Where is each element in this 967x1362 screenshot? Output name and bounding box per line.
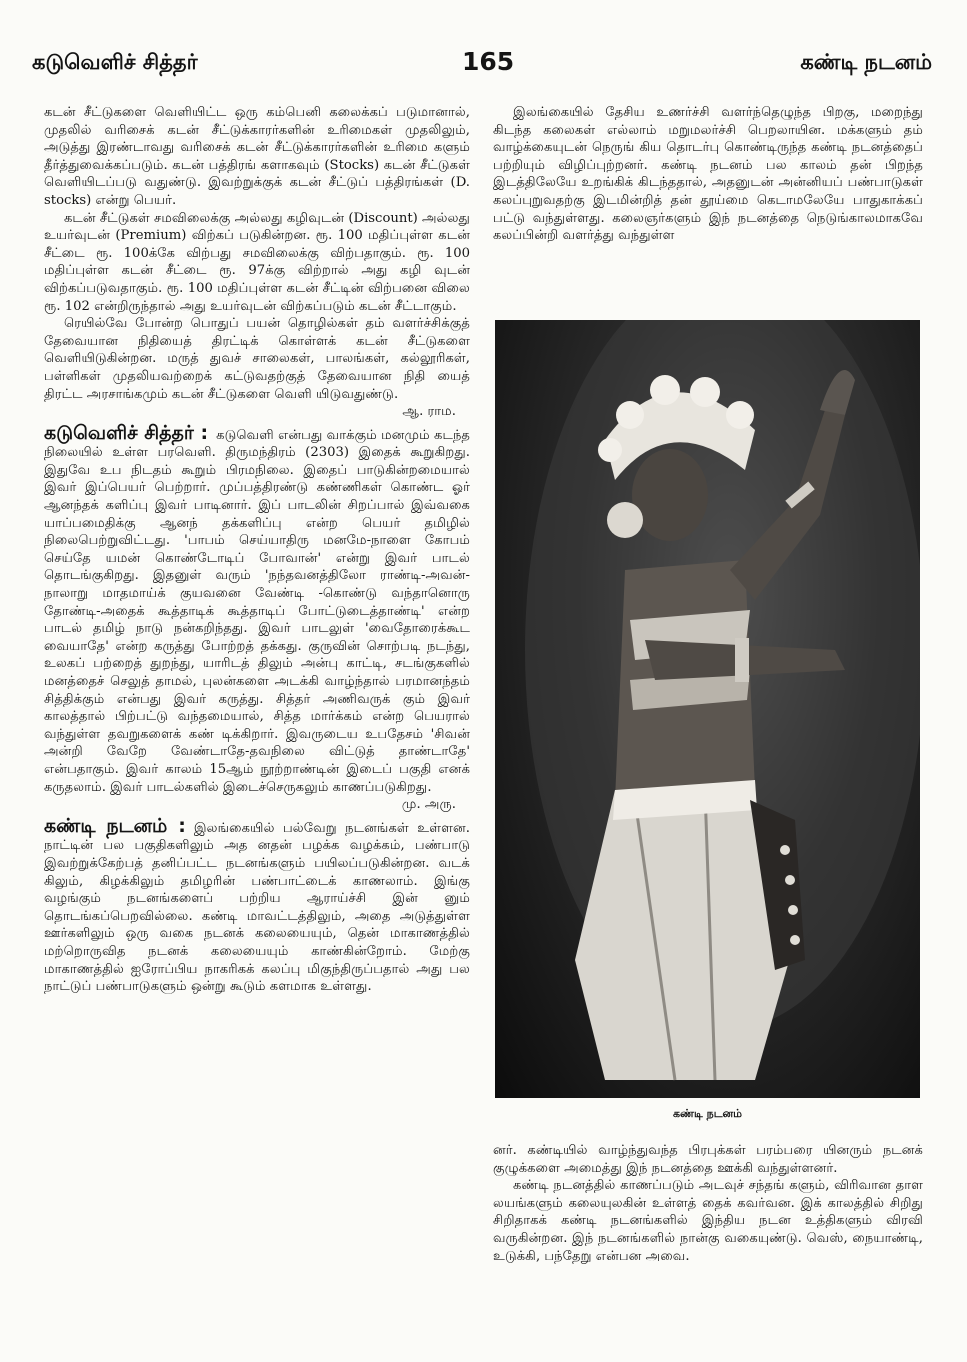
entry-text-kaduveli: கடுவெளி என்பது வாக்கும் மனமும் கடந்த நிலையில் உள்ள பரவெளி. திருமந்திரம் (2303) இதைக் கூறுகிறது. இதுவே உப நிடதம் கூறும் பிரமநிலை. இதைப் பாடுகின்றமையால் இவர் இப்பெயர் பெற்றார். முப்பத்திரண்டு கண்ணிகள் கொண்ட ஓர் ஆனந்தக் களிப்பு இவர் பாடினார். இப் பாடலின் சிறப்பால் இவ்வகை யாப்பமைதிக்கு ஆனந் தக்களிப்பு என்ற பெயர் தமிழில் நிலைபெற்றுவிட்டது. 'பாபம் செய்யாதிரு மனமே-நாளை கோபம் செய்தே யமன் கொண்டோடிப் போவான்' என்று இவர் பாடல் தொடங்குகிறது. இதனுள் வரும் 'நந்தவனத்திலோ ராண்டி-அவன்-நாலாறு மாதமாய்க் குயவனை வேண்டி -கொண்டு வந்தானொரு தோண்டி-அதைக் கூத்தாடிக் கூத்தாடிப் போட்டுடைத்தாண்டி' என்ற பாடல் தமிழ் நாடு நன்கறிந்தது. இவர் பாடலுள் 'வைதோரைக்கூட வையாதே' என்ற கருத்து போற்றத் தக்கது. குருவின் சொற்படி நடந்து, உலகப் பற்றைத் துறந்து, யாரிடத் திலும் அன்பு காட்டி, சடங்குகளில் மனத்தைச் செலுத் தாமல், புலன்களை அடக்கி வாழ்ந்தால் பரமானந்தம் சித்திக்கும் என்பது இவர் கருத்து. சித்தர் அணிவருக் கும் இவர் காலத்தால் பிற்பட்டு வந்தமையால், சித்த மார்க்கம் என்ற பெயரால் வந்துள்ள தவறுகளைக் கண் டிக்கிறார். இவருடைய உபதேசம் 'சிவன் அன்றி வேறே வேண்டாதே-தவநிலை விட்டுத் தாண்டாதே' என்பதாகும். இவர் காலம் 15ஆம் நூற்றாண்டின் இடைப் பகுதி எனக் கருதலாம். இவர் பாடல்களில் இடைச்செருகலும் காணப்படுகிறது. [44, 427, 471, 795]
entry-text-kandy: இலங்கையில் பல்வேறு நடனங்கள் உள்ளன. நாட்டின் பல பகுதிகளிலும் அத னதன் பழக்க வழக்கம், பண்பாடு இவற்றுக்கேற்பத் தனிப்பட்ட நடனங்களும் பயிலப்படுகின்றன. வடக் கிலும், கிழக்கிலும் தமிழரின் பண்பாட்டைக் காணலாம். இங்கு வழங்கும் நடனங்களைப் பற்றிய ஆராய்ச்சி இன் னும் தொடங்கப்பெறவில்லை. கண்டி மாவட்டத்திலும், அதை அடுத்துள்ள ஊர்களிலும் ஒரு வகை நடனக் கலையையும், தென் மாகாணத்தில் மற்றொருவித நடனக் கலையையும் காண்கின்றோம். மேற்கு மாகாணத்தில் ஐரோப்பிய நாகரிகக் கலப்பு மிகுந்திருப்பதால் அது பல நாட்டுப் பண்பாடுகளும் ஒன்று கூடும் களமாக உள்ளது. [44, 820, 470, 995]
paragraph-kandy-continued: இலங்கையில் தேசிய உணர்ச்சி வளர்ந்தெழுந்த பிறகு, மறைந்து கிடந்த கலைகள் எல்லாம் மறுமலர்ச்சி பெறலாயின. மக்களும் தம் வாழ்க்கையுடன் நெருங் கிய தொடர்பு கொண்டிருந்த கண்டி நடனத்தைப் பற்றியும் விழிப்புற்றனர். கண்டி நடனம் பல காலம் தன் பிறந்த இடத்திலேயே உறங்கிக் கிடந்ததால், அதனுடன் அன்னியப் பண்பாடுகள் கலப்புறுவதற்கு இடமின்றித் தன் தூய்மை கெடாமலேயே பாதுகாக்கப் பட்டு வந்துள்ளது. கலைஞர்களும் இந் நடனத்தை நெடுங்காலமாகவே கலப்பின்றி வளர்த்து வந்துள்ள [493, 105, 923, 244]
page-number: 165 [462, 47, 515, 76]
photo-caption: கண்டி நடனம் [673, 1107, 742, 1120]
right-column-bottom [493, 1142, 923, 1265]
paragraph-kandy-patrons: னர். கண்டியில் வாழ்ந்துவந்த பிரபுக்கள் பரம்பரை யினரும் நடனக் குழுக்களை அமைத்து இந் நடனத்தை ஊக்கி வந்துள்ளனர். [493, 1143, 923, 1176]
entry-kandy-dance [44, 814, 470, 996]
paragraph-bonds-1: கடன் சீட்டுகளை வெளியிட்ட ஒரு கம்பெனி கலைக்கப் படுமானால், முதலில் வரிசைக் கடன் சீட்டுக்காரர்களின் உரிமைகள் முதலிலும், அடுத்து இரண்டாவது வரிசைக் கடன் சீட்டுக்காரர்களின் உரிமை களும் தீர்த்துவைக்கப்படும். கடன் பத்திரங் களாகவும் (Stocks) கடன் சீட்டுகள் வெளியிடப்படு வதுண்டு. இவற்றுக்குக் கடன் சீட்டுப் பத்திரங்கள் (D. stocks) என்று பெயர். [44, 105, 470, 208]
paragraph-kandy-rhythms: கண்டி நடனத்தில் காணப்படும் அடவுச் சந்தங் களும், விரிவான தாள லயங்களும் கலையுலகின் உள்ளத் தைக் கவர்வன. இக் காலத்தில் சிறிது சிறிதாகக் கண்டி நடனங்களில் இந்திய நடன உத்திகளும் விரவி வருகின்றன. இந் நடனங்களில் நான்கு வகையுண்டு. வெஸ், நையாண்டி, உடுக்கி, பந்தேறு என்பன அவை. [493, 1178, 923, 1264]
kandy-dancer-photo [495, 320, 920, 1098]
author-initials-kaduveli: மு. அரு. [401, 797, 456, 813]
paragraph-bonds-3: ரெயில்வே போன்ற பொதுப் பயன் தொழில்கள் தம் வளர்ச்சிக்குத் தேவையான நிதியைத் திரட்டிக் கொள்ளக் கடன் சீட்டுகளை வெளியிடுகின்றன. மருத் துவச் சாலைகள், பாலங்கள், கல்லூரிகள், பள்ளிகள் முதலியவற்றைக் கட்டுவதற்குத் தேவையான நிதி யைத் திரட்ட அரசாங்கமும் கடன் சீட்டுகளை வெளி யிடுவதுண்டு. [44, 316, 470, 402]
running-head-left: கடுவெளிச் சித்தர் [32, 50, 198, 74]
author-initials-bonds: ஆ. ராம. [402, 404, 456, 420]
paragraph-bonds-2: கடன் சீட்டுகள் சமவிலைக்கு அல்லது கழிவுடன் (Discount) அல்லது உயர்வுடன் (Premium) விற்கப் படுகின்றன. ரூ. 100 மதிப்புள்ள கடன் சீட்டை ரூ. 100க்கே விற்பது சமவிலைக்கு விற்பதாகும். ரூ. 100 மதிப்புள்ள கடன் சீட்டை ரூ. 97க்கு விற்றால் அது கழி வுடன் விற்கப்படுவதாகும். ரூ. 100 மதிப்புள்ள கடன் சீட்டின் விற்பனை விலை ரூ. 102 என்றிருந்தால் அது உயர்வுடன் விற்கப்படும் கடன் சீட்டாகும். [44, 210, 470, 314]
entry-title-kandy: கண்டி நடனம் : [44, 814, 186, 837]
right-column-top [493, 104, 923, 245]
entry-kaduveli [44, 421, 471, 796]
left-column [44, 104, 470, 996]
running-head-right: கண்டி நடனம் [800, 50, 932, 74]
dancer-illustration [495, 320, 920, 1098]
page-header [32, 47, 932, 90]
entry-title-kaduveli: கடுவெளிச் சித்தர் : [44, 421, 209, 444]
